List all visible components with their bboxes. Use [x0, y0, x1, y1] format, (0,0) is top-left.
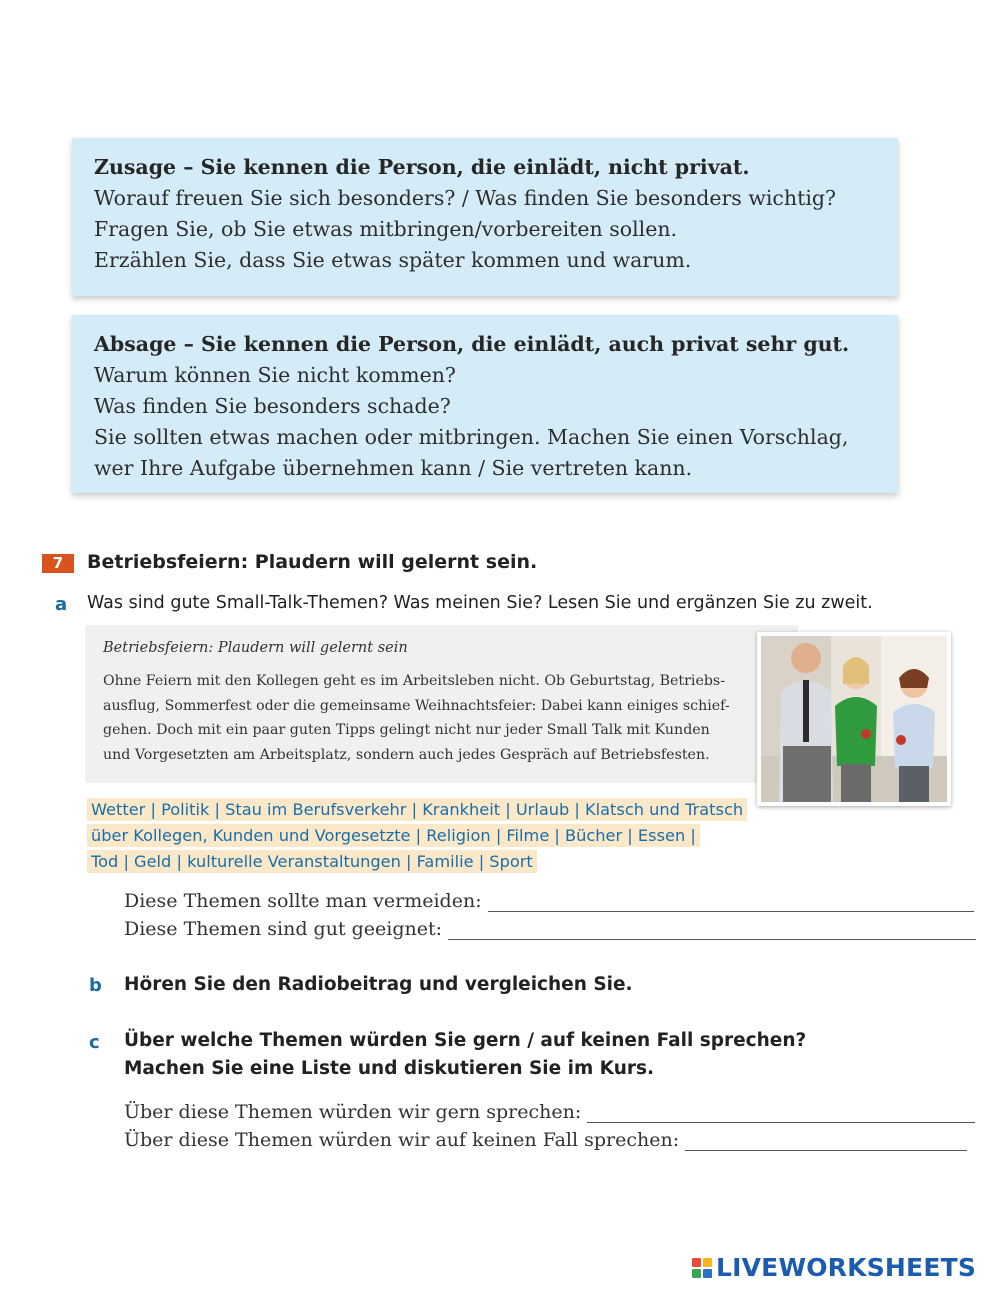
absage-heading: Absage – Sie kennen die Person, die einlädt, auch privat sehr gut.: [94, 332, 850, 356]
kein-fall-topics-field[interactable]: [685, 1132, 967, 1151]
task-c-instruction: Machen Sie eine Liste und diskutieren Sie im Kurs.: [124, 1058, 655, 1079]
absage-line: Was finden Sie besonders schade?: [94, 394, 451, 418]
suitable-topics-field[interactable]: [448, 921, 976, 940]
fill-label: Über diese Themen würden wir auf keinen Fall sprechen:: [124, 1129, 680, 1151]
task-a-letter: a: [55, 594, 68, 615]
fill-row-suitable: [124, 918, 976, 940]
article-title: Betriebsfeiern: Plaudern will gelernt sein: [103, 640, 408, 656]
gern-topics-field[interactable]: [587, 1104, 975, 1123]
task-a-instruction: Was sind gute Small-Talk-Themen? Was meinen Sie? Lesen Sie und ergänzen Sie zu zweit.: [87, 593, 873, 613]
avoid-topics-field[interactable]: [488, 893, 974, 912]
absage-card: [72, 315, 898, 493]
zusage-line: Erzählen Sie, dass Sie etwas später kommen und warum.: [94, 248, 692, 272]
liveworksheets-logo: [692, 1253, 976, 1282]
article-box: [85, 625, 798, 783]
liveworksheets-logo-icon: [692, 1258, 712, 1278]
fill-row-gern: [124, 1101, 975, 1123]
article-line: gehen. Doch mit ein paar guten Tipps gelingt nicht nur jeder Small Talk mit Kunden: [103, 722, 710, 738]
zusage-heading: Zusage – Sie kennen die Person, die einlädt, nicht privat.: [94, 155, 750, 179]
zusage-line: Fragen Sie, ob Sie etwas mitbringen/vorbereiten sollen.: [94, 217, 678, 241]
zusage-line: Worauf freuen Sie sich besonders? / Was finden Sie besonders wichtig?: [94, 186, 837, 210]
exercise-title: Betriebsfeiern: Plaudern will gelernt sein.: [87, 551, 538, 573]
logo-square: [692, 1258, 701, 1267]
topic-list-line: über Kollegen, Kunden und Vorgesetzte | Religion | Filme | Bücher | Essen |: [87, 824, 700, 847]
topic-list-line: Wetter | Politik | Stau im Berufsverkehr | Krankheit | Urlaub | Klatsch und Tratsch: [87, 798, 747, 821]
task-c-instruction: Über welche Themen würden Sie gern / auf keinen Fall sprechen?: [124, 1030, 807, 1051]
fill-row-kein-fall: [124, 1129, 967, 1151]
zusage-card: [72, 138, 898, 296]
logo-square: [703, 1258, 712, 1267]
absage-line: Sie sollten etwas machen oder mitbringen. Machen Sie einen Vorschlag,: [94, 425, 849, 449]
absage-line: wer Ihre Aufgabe übernehmen kann / Sie vertreten kann.: [94, 456, 693, 480]
logo-square: [692, 1269, 701, 1278]
fill-label: Diese Themen sind gut geeignet:: [124, 918, 443, 940]
topic-list-line: Tod | Geld | kulturelle Veranstaltungen | Familie | Sport: [87, 850, 537, 873]
fill-row-avoid: [124, 890, 974, 912]
fill-label: Über diese Themen würden wir gern sprechen:: [124, 1101, 582, 1123]
article-line: Ohne Feiern mit den Kollegen geht es im Arbeitsleben nicht. Ob Geburtstag, Betriebs-: [103, 673, 725, 689]
liveworksheets-logo-text: LIVEWORKSHEETS: [716, 1253, 977, 1282]
logo-square: [703, 1269, 712, 1278]
colleagues-photo: [757, 632, 951, 806]
exercise-number-badge: 7: [42, 554, 74, 573]
task-b-instruction: Hören Sie den Radiobeitrag und vergleichen Sie.: [124, 974, 633, 995]
absage-line: Warum können Sie nicht kommen?: [94, 363, 456, 387]
article-line: und Vorgesetzten am Arbeitsplatz, sondern auch jedes Gespräch auf Betriebsfesten.: [103, 746, 710, 763]
article-line: ausflug, Sommerfest oder die gemeinsame Weihnachtsfeier: Dabei kann einiges schief-: [103, 697, 730, 714]
fill-label: Diese Themen sollte man vermeiden:: [124, 890, 482, 912]
task-b-letter: b: [89, 975, 102, 996]
task-c-letter: c: [89, 1032, 100, 1053]
colleagues-photo-illustration: [761, 636, 947, 802]
